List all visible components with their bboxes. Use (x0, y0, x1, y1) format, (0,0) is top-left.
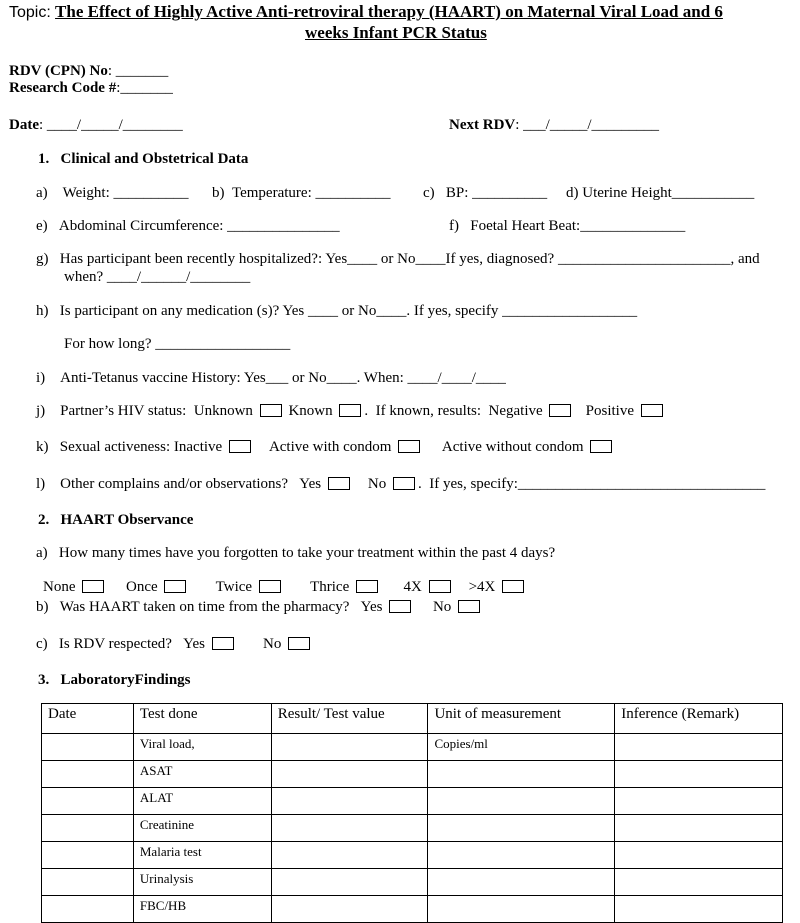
foetal-heart-beat-field[interactable]: f) Foetal Heart Beat:______________ (449, 218, 686, 234)
topic-title: The Effect of Highly Active Anti-retroviral therapy (HAART) on Maternal Viral Load and 6 (55, 2, 723, 21)
table-row (42, 734, 783, 761)
table-cell[interactable] (615, 896, 783, 923)
positive-label: Positive (585, 403, 634, 419)
other-yes-checkbox[interactable] (328, 477, 350, 490)
haart-no-checkbox[interactable] (458, 600, 480, 613)
research-code-label: Research Code # (9, 80, 117, 96)
sexual-activeness (36, 439, 615, 456)
next-rdv-field[interactable] (449, 117, 659, 134)
next-rdv-label: Next RDV (449, 117, 516, 133)
table-cell[interactable] (428, 869, 615, 896)
known-label: Known (288, 403, 333, 419)
topic-title-line-2: weeks Infant PCR Status (305, 23, 487, 42)
active-condom-label: Active with condom (268, 439, 392, 455)
rdv-no-label: No (263, 636, 282, 652)
test-name-cell: FBC/HB (133, 896, 271, 923)
rdv-label: RDV (CPN) No (9, 63, 108, 79)
table-cell[interactable] (428, 896, 615, 923)
table-cell[interactable] (42, 734, 134, 761)
active-no-condom-checkbox[interactable] (590, 440, 612, 453)
positive-checkbox[interactable] (641, 404, 663, 417)
temperature-field[interactable]: b) Temperature: __________ (212, 185, 391, 201)
weight-field[interactable]: a) Weight: __________ (36, 185, 189, 201)
column-header: Test done (133, 704, 271, 734)
table-cell[interactable]: Copies/ml (428, 734, 615, 761)
other-specify-field[interactable]: . If yes, specify:_________________________________ (417, 476, 766, 492)
table-row (42, 869, 783, 896)
option-more-4x-label: >4X (468, 579, 496, 595)
table-cell[interactable] (615, 869, 783, 896)
table-cell[interactable] (428, 761, 615, 788)
column-header: Inference (Remark) (615, 704, 783, 734)
date-field[interactable] (9, 117, 183, 134)
topic-label: Topic: (9, 4, 51, 21)
table-row (42, 815, 783, 842)
results-label: . If known, results: Negative (364, 403, 543, 419)
test-name-cell: Urinalysis (133, 869, 271, 896)
hospitalized-question[interactable]: g) Has participant been recently hospitalized?: Yes____ or No____If yes, diagnosed? _______________________, and (36, 251, 760, 267)
forgotten-question: a) How many times have you forgotten to take your treatment within the past 4 days? (36, 545, 556, 561)
date-blank[interactable]: : ____/_____/________ (39, 117, 183, 133)
uterine-height-field[interactable]: d) Uterine Height___________ (566, 185, 755, 201)
option-none-label: None (43, 579, 76, 595)
haart-on-time (36, 599, 483, 616)
column-header: Date (42, 704, 134, 734)
abdominal-circumference-field[interactable]: e) Abdominal Circumference: _______________ (36, 218, 340, 234)
table-cell[interactable] (271, 842, 428, 869)
next-rdv-blank[interactable]: : ___/_____/_________ (515, 117, 659, 133)
column-header: Result/ Test value (271, 704, 428, 734)
rdv-blank[interactable]: : _______ (107, 63, 169, 79)
anti-tetanus-field[interactable]: i) Anti-Tetanus vaccine History: Yes___ or No____. When: ____/____/____ (36, 370, 506, 386)
table-cell[interactable] (615, 788, 783, 815)
other-no-label: No (367, 476, 387, 492)
option-more-4x-checkbox[interactable] (502, 580, 524, 593)
table-cell[interactable] (42, 788, 134, 815)
option-twice-label: Twice (215, 579, 253, 595)
table-cell[interactable] (42, 761, 134, 788)
rdv-respected (36, 636, 313, 653)
section-3-heading: 3. LaboratoryFindings (38, 672, 191, 688)
option-thrice-checkbox[interactable] (356, 580, 378, 593)
table-row (42, 842, 783, 869)
table-cell[interactable] (615, 815, 783, 842)
table-cell[interactable] (615, 734, 783, 761)
other-complaints-label: l) Other complains and/or observations? Yes (36, 476, 322, 492)
table-cell[interactable] (428, 842, 615, 869)
medication-question[interactable]: h) Is participant on any medication (s)? Yes ____ or No____. If yes, specify __________________ (36, 303, 638, 319)
table-cell[interactable] (271, 761, 428, 788)
research-code-field[interactable] (9, 80, 173, 97)
table-cell[interactable] (615, 842, 783, 869)
table-row (42, 788, 783, 815)
table-cell[interactable] (42, 842, 134, 869)
option-twice-checkbox[interactable] (259, 580, 281, 593)
test-name-cell: ASAT (133, 761, 271, 788)
section-1-heading: 1. Clinical and Obstetrical Data (38, 151, 249, 167)
section-2-heading: 2. HAART Observance (38, 512, 194, 528)
test-name-cell: Viral load, (133, 734, 271, 761)
rdv-yes-checkbox[interactable] (212, 637, 234, 650)
topic-line-1 (9, 2, 723, 22)
haart-no-label: No (432, 599, 452, 615)
option-none-checkbox[interactable] (82, 580, 104, 593)
forgotten-options (43, 579, 527, 596)
table-cell[interactable] (271, 896, 428, 923)
rdv-field[interactable] (9, 63, 168, 80)
rdv-respected-label: c) Is RDV respected? Yes (36, 636, 205, 652)
table-cell[interactable] (271, 734, 428, 761)
table-cell[interactable] (271, 815, 428, 842)
active-no-condom-label: Active without condom (441, 439, 584, 455)
other-no-checkbox[interactable] (393, 477, 415, 490)
table-cell[interactable] (428, 815, 615, 842)
unknown-checkbox[interactable] (260, 404, 282, 417)
test-name-cell: ALAT (133, 788, 271, 815)
table-cell[interactable] (42, 896, 134, 923)
table-header-row (42, 704, 783, 734)
test-name-cell: Creatinine (133, 815, 271, 842)
option-once-label: Once (126, 579, 158, 595)
hospitalized-when[interactable]: when? ____/______/________ (64, 269, 251, 285)
bp-field[interactable]: c) BP: __________ (423, 185, 548, 201)
column-header: Unit of measurement (428, 704, 615, 734)
laboratory-findings-table (41, 703, 783, 923)
table-row (42, 896, 783, 923)
option-4x-checkbox[interactable] (429, 580, 451, 593)
partner-hiv-status (36, 403, 666, 420)
other-complaints (36, 476, 765, 493)
option-4x-label: 4X (403, 579, 422, 595)
inactive-label: k) Sexual activeness: Inactive (36, 439, 223, 455)
option-once-checkbox[interactable] (164, 580, 186, 593)
test-name-cell: Malaria test (133, 842, 271, 869)
known-checkbox[interactable] (339, 404, 361, 417)
table-cell[interactable] (42, 815, 134, 842)
haart-yes-checkbox[interactable] (389, 600, 411, 613)
table-row (42, 761, 783, 788)
medication-duration[interactable]: For how long? __________________ (64, 336, 291, 352)
rdv-no-checkbox[interactable] (288, 637, 310, 650)
haart-on-time-label: b) Was HAART taken on time from the pharmacy? Yes (36, 599, 383, 615)
option-thrice-label: Thrice (310, 579, 350, 595)
date-label: Date (9, 117, 39, 133)
inactive-checkbox[interactable] (229, 440, 251, 453)
table-cell[interactable] (271, 869, 428, 896)
negative-checkbox[interactable] (549, 404, 571, 417)
table-cell[interactable] (428, 788, 615, 815)
table-cell[interactable] (271, 788, 428, 815)
research-code-blank[interactable]: :_______ (116, 80, 173, 96)
table-cell[interactable] (615, 761, 783, 788)
partner-hiv-label: j) Partner’s HIV status: Unknown (36, 403, 253, 419)
table-cell[interactable] (42, 869, 134, 896)
active-condom-checkbox[interactable] (398, 440, 420, 453)
